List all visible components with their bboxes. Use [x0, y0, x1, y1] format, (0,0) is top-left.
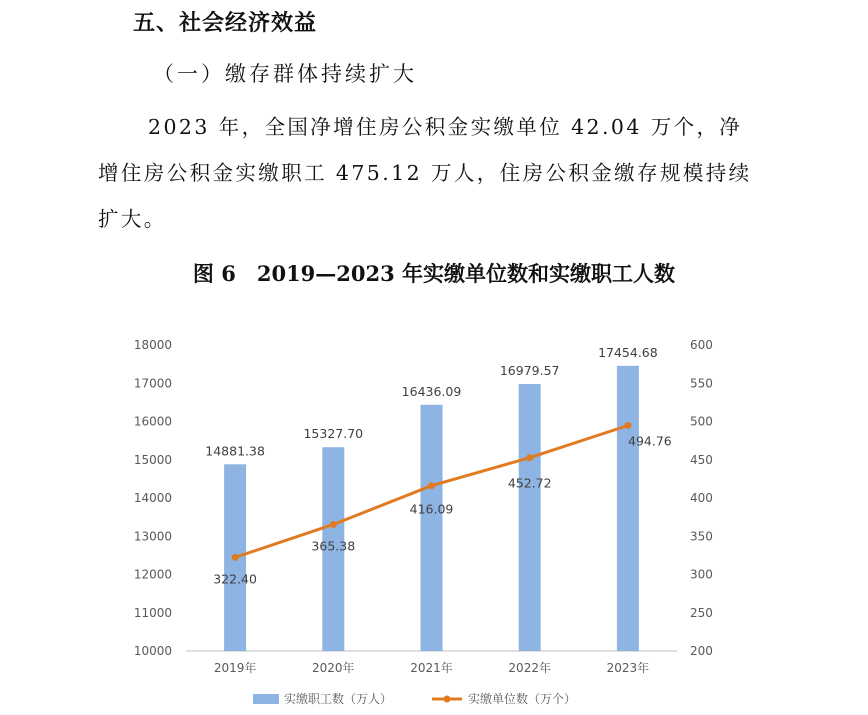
x-tick-label: 2021年 [410, 661, 453, 675]
bar-data-label: 16436.09 [401, 383, 462, 399]
legend-bar-swatch [253, 694, 279, 704]
legend-line-marker [444, 696, 451, 703]
right-axis-ticks [690, 338, 713, 658]
right-axis-tick-label: 400 [690, 491, 713, 505]
left-axis-tick-label: 16000 [133, 414, 172, 429]
bar [421, 405, 443, 651]
line-series [213, 422, 672, 586]
left-axis-tick-label: 12000 [133, 567, 172, 582]
combo-chart [0, 330, 868, 715]
left-axis-tick-label: 11000 [133, 605, 172, 620]
legend-bar-label: 实缴职工数（万人） [284, 692, 393, 706]
line-point [232, 554, 239, 561]
left-axis-ticks [134, 338, 172, 658]
right-axis-tick-label: 600 [690, 338, 713, 352]
legend-line-label: 实缴单位数（万个） [468, 692, 577, 706]
right-axis-tick-label: 250 [690, 605, 713, 620]
figure-caption: 图 6 2019—2023 年实缴单位数和实缴职工人数 [192, 261, 676, 286]
x-tick-label: 2023年 [606, 661, 650, 675]
left-axis-tick-label: 14000 [133, 491, 172, 505]
left-axis-tick-label: 18000 [133, 338, 172, 352]
body-paragraph: 2023 年，全国净增住房公积金实缴单位 42.04 万个，净增住房公积金实缴职工 475.12 万人，住房公积金缴存规模持续扩大。 [98, 115, 752, 231]
right-axis-tick-label: 450 [690, 452, 713, 467]
line-data-label: 322.40 [213, 571, 257, 587]
right-axis-tick-label: 550 [690, 376, 713, 391]
left-axis-tick-label: 15000 [133, 452, 172, 467]
right-axis-tick-label: 300 [690, 567, 713, 582]
line-point [526, 454, 533, 461]
right-axis-tick-label: 500 [690, 414, 713, 429]
legend [253, 691, 576, 706]
bar-data-label: 16979.57 [499, 363, 560, 379]
bar-data-label: 14881.38 [205, 443, 265, 459]
line-point [624, 422, 631, 429]
bar-data-label: 17454.68 [598, 344, 658, 360]
section-heading: 五、社会经济效益 [133, 10, 318, 36]
line-data-label: 452.72 [507, 475, 552, 491]
x-tick-label: 2020年 [312, 661, 355, 675]
line-data-label: 365.38 [311, 538, 356, 554]
left-axis-tick-label: 13000 [133, 529, 172, 544]
line-point [330, 521, 337, 528]
bar [519, 384, 541, 651]
left-axis-tick-label: 10000 [133, 644, 172, 658]
x-tick-label: 2019年 [213, 661, 257, 675]
line-point [428, 482, 435, 489]
line-data-label: 416.09 [409, 501, 454, 517]
left-axis-tick-label: 17000 [133, 376, 172, 391]
right-axis-tick-label: 200 [690, 644, 713, 658]
x-tick-label: 2022年 [508, 661, 551, 675]
x-tick-labels [214, 660, 649, 675]
line-data-label: 494.76 [628, 433, 672, 449]
bar-series [205, 345, 657, 651]
bar-data-label: 15327.70 [303, 426, 364, 442]
right-axis-tick-label: 350 [690, 529, 713, 544]
subsection-heading: （一）缴存群体持续扩大 [153, 62, 417, 86]
bar [617, 366, 639, 651]
